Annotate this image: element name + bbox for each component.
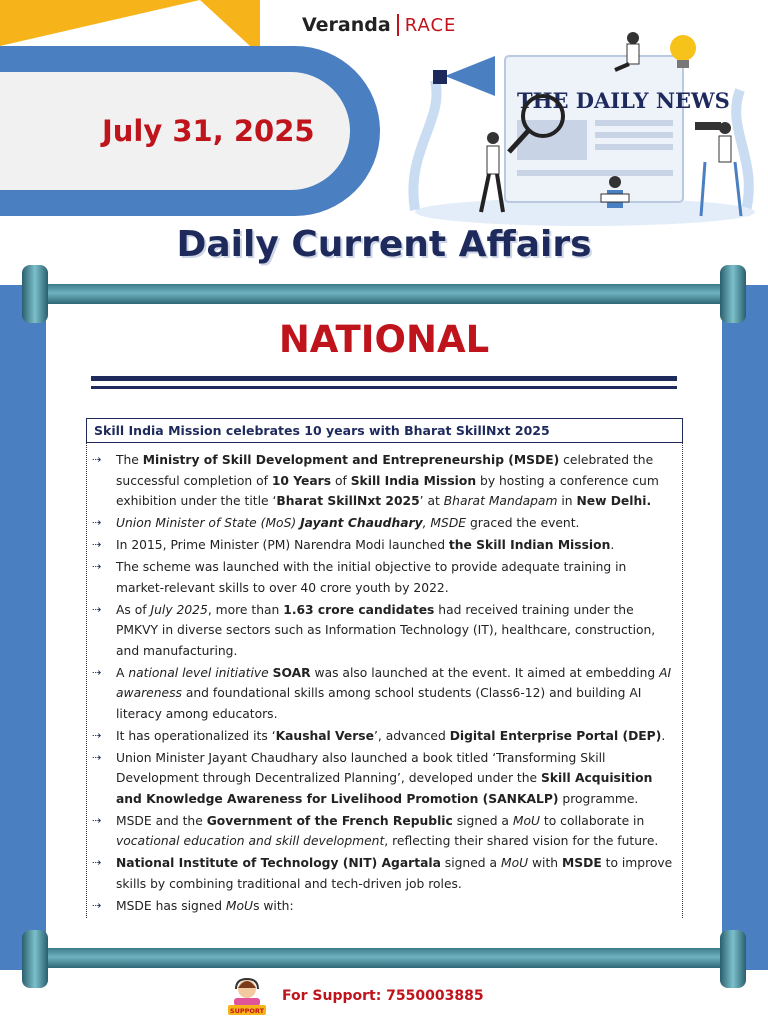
text-run: AI awareness (116, 665, 672, 700)
bullet-arrow-icon: ⇢ (92, 728, 102, 742)
text-run: graced the event. (466, 516, 580, 530)
text-run: signed a (440, 856, 501, 870)
text-run: MoU (500, 856, 529, 870)
list-item (92, 663, 677, 725)
bullet-arrow-icon: ⇢ (92, 898, 102, 912)
text-run: Government of the French Republic (206, 813, 453, 828)
text-run: Skill India Mission (350, 473, 477, 488)
date-label: July 31, 2025 (102, 114, 315, 148)
article-title: Skill India Mission celebrates 10 years with Bharat SkillNxt 2025 (86, 418, 683, 443)
text-run: to collaborate in (540, 813, 645, 828)
bullet-arrow-icon: ⇢ (92, 516, 102, 529)
text-run: MSDE has signed (116, 898, 226, 913)
text-run: MSDE (562, 856, 602, 870)
text-run: ’, advanced (373, 728, 450, 743)
heading-rule-thin (91, 386, 677, 389)
logo-race: RACE (404, 14, 457, 36)
text-run: , MSDE (422, 516, 467, 530)
logo-veranda: Veranda (302, 14, 391, 36)
logo-separator (397, 14, 399, 36)
article-bullet-list (92, 450, 677, 918)
text-run: Ministry of Skill Development and Entrepreneurship (MSDE) (142, 453, 560, 467)
heading-rule-thick (91, 376, 677, 381)
newspaper-line (595, 132, 673, 138)
text-run: In 2015, Prime Minister (PM) Narendra Modi launched (116, 538, 449, 552)
text-run: , reflecting their shared vision for the future. (384, 834, 659, 848)
text-run: MoU (512, 813, 541, 828)
person-with-magnifier (481, 132, 503, 212)
text-run: Bharat SkillNxt 2025 (276, 494, 420, 508)
right-blue-band (722, 285, 768, 970)
scroll-cap-bottom-right (720, 930, 746, 988)
bullet-arrow-icon: ⇢ (92, 602, 102, 616)
text-run: MSDE and the (116, 813, 207, 828)
text-run: MoU (225, 898, 254, 913)
list-item (92, 853, 677, 894)
text-run: National Institute of Technology (NIT) Agartala (116, 856, 441, 870)
support-icon-label: SUPPORT (229, 1007, 265, 1015)
list-item (92, 557, 677, 598)
text-run: Kaushal Verse (275, 728, 374, 743)
text-run: A (116, 665, 129, 680)
newspaper-illustration (405, 30, 765, 230)
text-run: signed a (452, 813, 513, 828)
list-item (92, 535, 677, 556)
list-item (92, 748, 677, 810)
text-run: in (557, 494, 577, 508)
yellow-corner-shape (0, 0, 200, 46)
text-run: As of (116, 602, 151, 617)
newspaper-line (595, 120, 673, 126)
text-run: celebrated the successful completion of (116, 453, 654, 488)
text-run: SOAR (272, 665, 311, 680)
section-heading: NATIONAL (278, 318, 490, 361)
leaf-decoration (413, 80, 436, 210)
text-run: national level initiative (128, 665, 269, 680)
newspaper-masthead: THE DAILY NEWS (517, 88, 730, 113)
scroll-cap-top-right (720, 265, 746, 323)
text-run: , more than (207, 602, 284, 617)
page-title: Daily Current Affairs (176, 224, 592, 265)
bullet-arrow-icon: ⇢ (92, 560, 102, 573)
newspaper-line (517, 170, 673, 176)
bullet-arrow-icon: ⇢ (92, 665, 102, 679)
text-run: had received training under the PMKVY in diverse sectors such as Information Technology (IT), healthcare, construction, and manufacturing. (116, 602, 656, 658)
megaphone-icon (433, 56, 495, 96)
text-run: and foundational skills among school students (Class6-12) and building AI literacy among educators. (116, 686, 642, 721)
date-banner (0, 72, 350, 190)
text-run: . (661, 728, 666, 743)
list-item (92, 600, 677, 662)
bullet-arrow-icon: ⇢ (92, 538, 102, 551)
text-run: s with: (253, 898, 294, 913)
yellow-corner-shape-2 (200, 0, 260, 46)
list-item (92, 450, 677, 512)
text-run: It has operationalized its ‘ (116, 728, 276, 743)
list-item (92, 726, 677, 747)
text-run: by hosting a conference cum exhibition under the title ‘ (116, 473, 659, 508)
text-run: Bharat Mandapam (443, 494, 558, 508)
text-run: with (528, 856, 563, 870)
text-run: was also launched at the event. It aimed at embedding (310, 665, 660, 680)
list-item (92, 811, 677, 852)
bullet-arrow-icon: ⇢ (92, 750, 102, 764)
text-run: Skill Acquisition and Knowledge Awareness for Livelihood Promotion (SANKALP) (116, 771, 653, 806)
text-run: programme. (558, 791, 639, 806)
scroll-cap-top-left (22, 265, 48, 323)
text-run: to improve skills by combining traditional and tech-driven job roles. (116, 856, 673, 891)
support-phone: For Support: 7550003885 (282, 988, 484, 1004)
text-run: 1.63 crore candidates (283, 602, 435, 617)
text-run: vocational education and skill development (116, 834, 385, 848)
newspaper-line (595, 144, 673, 150)
scroll-cap-bottom-left (22, 930, 48, 988)
bullet-arrow-icon: ⇢ (92, 453, 102, 466)
support-agent-icon (226, 976, 268, 1016)
text-run: New Delhi. (576, 494, 652, 508)
support-footer (226, 976, 484, 1016)
text-run: The (116, 453, 143, 467)
text-run: The scheme was launched with the initial objective to provide adequate training in market-relevant skills to over 40 crore youth by 2022. (116, 560, 627, 595)
text-run: . (610, 538, 615, 552)
bullet-arrow-icon: ⇢ (92, 813, 102, 827)
bullet-arrow-icon: ⇢ (92, 856, 102, 869)
text-run: July 2025 (150, 602, 208, 617)
text-run: Union Minister of State (MoS) (116, 516, 301, 530)
binoculars-icon (695, 122, 741, 216)
list-item (92, 896, 677, 917)
text-run: Union Minister Jayant Chaudhary also launched a book titled ‘Transforming Skill Development through Decentralized Planning’, developed under the (116, 750, 606, 785)
list-item (92, 513, 677, 534)
left-blue-band (0, 285, 46, 970)
text-run: the Skill Indian Mission (448, 538, 611, 552)
text-run: 10 Years (271, 473, 332, 488)
scroll-rod-top (28, 284, 740, 304)
scroll-rod-bottom (28, 948, 740, 968)
text-run: ’ at (419, 494, 444, 508)
text-run: of (331, 473, 351, 488)
text-run: Jayant Chaudhary (300, 516, 423, 530)
text-run: Digital Enterprise Portal (DEP) (449, 728, 662, 743)
